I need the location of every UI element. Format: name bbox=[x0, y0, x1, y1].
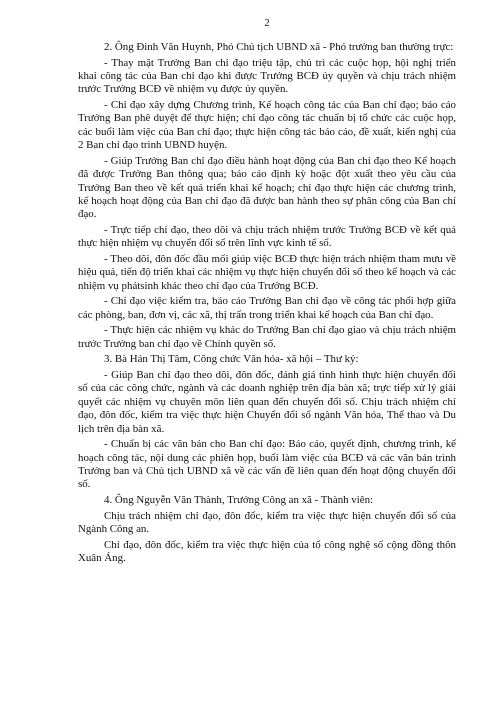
paragraph: - Theo dõi, đôn đốc đầu mối giúp việc BCĐ thực hiện trách nhiệm tham mưu về hiệu quả, tiến độ triển khai các nhiệm vụ thực hiện chuyển đổi số theo kế hoạch và các nhiệm vụ phátsinh khác theo chỉ đạo của Trưởng BCĐ. bbox=[78, 253, 456, 292]
paragraph: - Giúp Ban chỉ đạo theo dõi, đôn đốc, đánh giá tình hình thực hiện chuyển đổi số của các công chức, ngành và các doanh nghiệp trên địa bàn xã; trực tiếp xử lý giải quyết các nhiệm vụ chuyên môn liên quan đến chuyển đổi số. Chịu trách nhiệm chỉ đạo, đôn đốc, kiểm tra việc thực hiện Chuyển đổi số ngành Văn hóa, Thể thao và Du lịch trên địa bàn xã. bbox=[78, 369, 456, 435]
paragraph: - Trực tiếp chỉ đạo, theo dõi và chịu trách nhiệm trước Trưởng BCĐ về kết quả thực hiện nhiệm vụ chuyển đổi số trên lĩnh vực kinh tế số. bbox=[78, 224, 456, 250]
section-heading: 2. Ông Đinh Văn Huynh, Phó Chủ tịch UBND xã - Phó trưởng ban thường trực: bbox=[104, 41, 454, 53]
paragraph: Chỉ đạo, đôn đốc, kiểm tra việc thực hiện của tổ công nghệ số cộng đồng thôn Xuân Áng. bbox=[78, 538, 456, 565]
paragraph: - Chuẩn bị các văn bản cho Ban chỉ đạo: Báo cáo, quyết định, chương trình, kế hoạch công tác, nội dung các phiên họp, buổi làm việc của BCĐ và các văn bản trình Trưởng ban và Chủ tịch UBND xã về các vấn đề liên quan đến hoạt động chuyển đổi số. bbox=[78, 438, 456, 491]
paragraph: - Chỉ đạo việc kiểm tra, báo cáo Trưởng Ban chỉ đạo về công tác phối hợp giữa các phòng, ban, đơn vị, các xã, thị trấn trong triển khai kế hoạch của Ban chỉ đạo. bbox=[78, 295, 456, 321]
paragraph: - Thay mặt Trưởng Ban chỉ đạo triệu tập, chủ trì các cuộc họp, hội nghị triển khai công tác của Ban chỉ đạo khi được Trưởng BCĐ ủy quyền và chịu trách nhiệm trước Trưởng BCĐ về nhiệm vụ được ủy quyền. bbox=[78, 56, 456, 96]
paragraph: - Giúp Trưởng Ban chỉ đạo điều hành hoạt động của Ban chỉ đạo theo Kế hoạch đã được Trưởng Ban thông qua; báo cáo định kỳ hoặc đột xuất theo yêu cầu của Trưởng Ban theo về kết quả triển khai kế hoạch; chỉ đạo thực hiện các chương trình, kế hoạch hoạt động của Ban chỉ đạo đã được ban hành theo sự phân công của Ban chỉ đạo. bbox=[78, 154, 456, 221]
section-heading: 3. Bà Hán Thị Tâm, Công chức Văn hóa- xã hội – Thư ký: bbox=[104, 353, 359, 366]
section-heading: 4. Ông Nguyễn Văn Thành, Trưởng Công an xã - Thành viên: bbox=[104, 494, 374, 507]
paragraph: - Chỉ đạo xây dựng Chương trình, Kế hoạch công tác của Ban chỉ đạo; báo cáo Trưởng Ban phê duyệt để thực hiện; chỉ đạo công tác chuẩn bị tổ chức các cuộc họp, các buổi làm việc của Ban chỉ đạo; thực hiện công tác báo cáo, đề xuất, kiến nghị của 2 Ban chỉ đạo trình UBND huyện. bbox=[78, 99, 456, 152]
page-number: 2 bbox=[264, 18, 270, 29]
paragraph: Chịu trách nhiệm chỉ đạo, đôn đốc, kiểm tra việc thực hiện chuyển đổi số của Ngành Công an. bbox=[78, 509, 456, 536]
paragraph: - Thực hiện các nhiệm vụ khác do Trưởng Ban chỉ đạo giao và chịu trách nhiệm trước Trưởng ban chỉ đạo về Chính quyền số. bbox=[78, 324, 456, 350]
